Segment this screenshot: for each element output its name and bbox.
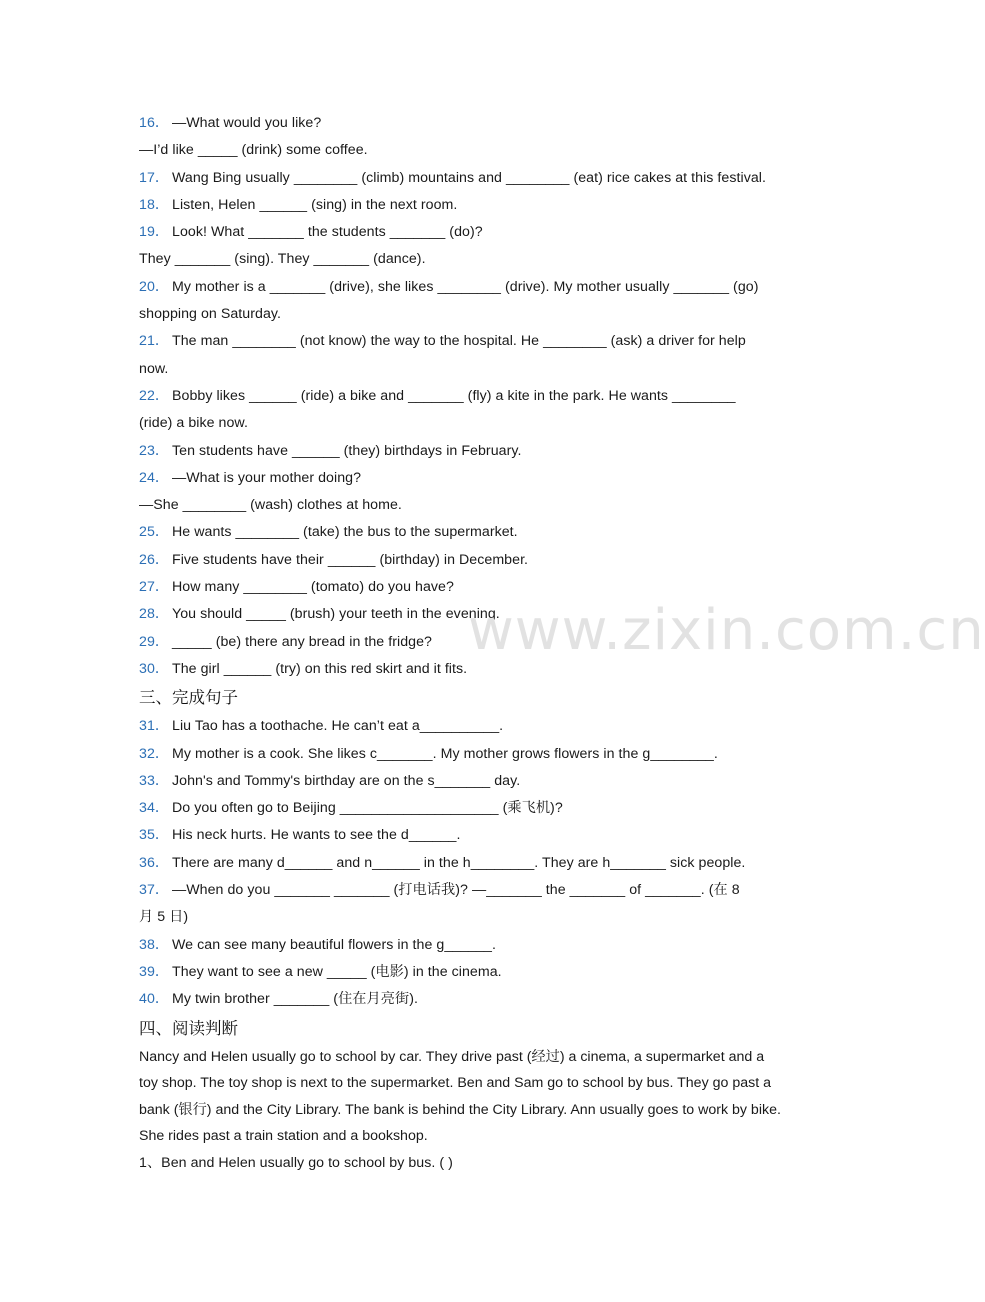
item-text: Ten students have ______ (they) birthdays in February. xyxy=(172,442,522,459)
exercise-item-continuation xyxy=(139,356,799,383)
verb-form-exercise-list xyxy=(139,110,799,683)
exercise-item xyxy=(139,629,799,656)
item-number: 25． xyxy=(139,524,170,541)
exercise-item xyxy=(139,822,799,849)
exercise-item-continuation xyxy=(139,492,799,519)
exercise-item-continuation xyxy=(139,410,799,437)
item-text: His neck hurts. He wants to see the d______. xyxy=(172,827,461,844)
exercise-item xyxy=(139,465,799,492)
exercise-item-continuation xyxy=(139,301,799,328)
item-number: 30． xyxy=(139,660,170,677)
item-text: You should _____ (brush) your teeth in the evening. xyxy=(172,606,500,623)
item-text: We can see many beautiful flowers in the g______. xyxy=(172,936,496,953)
item-number: 24． xyxy=(139,469,170,486)
item-text: now. xyxy=(139,360,169,377)
item-text: The man ________ (not know) the way to the hospital. He ________ (ask) a driver for help xyxy=(172,333,746,350)
exercise-item xyxy=(139,768,799,795)
reading-question: 1、Ben and Helen usually go to school by bus. ( ) xyxy=(139,1154,453,1171)
item-text: —What would you like? xyxy=(172,115,322,131)
exercise-item xyxy=(139,165,799,192)
exercise-item xyxy=(139,932,799,959)
item-number: 22． xyxy=(139,387,170,404)
exercise-item xyxy=(139,850,799,877)
reading-passage: Nancy and Helen usually go to school by car. They drive past (经过) a cinema, a supermarket and a toy shop. The toy shop is next to the supermarket. Ben and Sam go to school by bus. They go past a bank (银行) and the City Library. The bank is behind the City Library. Ann usually goes to work by bike. She rides past a train station and a bookshop. xyxy=(139,1048,781,1145)
item-text: —I’d like _____ (drink) some coffee. xyxy=(139,142,368,159)
item-number: 17． xyxy=(139,169,170,186)
item-number: 18． xyxy=(139,196,170,213)
item-number: 38． xyxy=(139,936,170,953)
item-text: —What is your mother doing? xyxy=(172,469,362,486)
exercise-item-continuation xyxy=(139,904,799,931)
exercise-item xyxy=(139,877,799,904)
item-number: 26． xyxy=(139,551,170,568)
item-number: 34． xyxy=(139,800,170,817)
section-heading-reading-judgment: 四、阅读判断 xyxy=(139,1018,238,1038)
item-text: Wang Bing usually ________ (climb) mountains and ________ (eat) rice cakes at this festival. xyxy=(172,169,766,186)
worksheet-page xyxy=(139,110,799,1177)
item-number: 21． xyxy=(139,333,170,350)
item-text: Listen, Helen ______ (sing) in the next room. xyxy=(172,196,458,213)
item-number: 23． xyxy=(139,442,170,459)
item-number: 33． xyxy=(139,772,170,789)
exercise-item xyxy=(139,328,799,355)
item-text: Look! What _______ the students _______ (do)? xyxy=(172,224,483,241)
exercise-item xyxy=(139,547,799,574)
item-text: Do you often go to Beijing ____________________ (乘飞机)? xyxy=(172,800,563,817)
item-text: —She ________ (wash) clothes at home. xyxy=(139,497,402,514)
item-text: They _______ (sing). They _______ (dance). xyxy=(139,251,426,268)
exercise-item xyxy=(139,713,799,740)
item-number: 19． xyxy=(139,224,170,241)
item-text: shopping on Saturday. xyxy=(139,306,281,323)
exercise-item-continuation xyxy=(139,137,799,164)
item-text: 月 5 日) xyxy=(139,909,189,926)
exercise-item xyxy=(139,574,799,601)
item-number: 40． xyxy=(139,991,170,1008)
item-number: 32． xyxy=(139,745,170,762)
exercise-item xyxy=(139,741,799,768)
item-number: 28． xyxy=(139,606,170,623)
item-text: Liu Tao has a toothache. He can’t eat a__________. xyxy=(172,718,504,735)
item-text: John's and Tommy's birthday are on the s_______ day. xyxy=(172,772,521,789)
item-text: Bobby likes ______ (ride) a bike and _______ (fly) a kite in the park. He wants ________ xyxy=(172,387,736,404)
item-text: (ride) a bike now. xyxy=(139,415,248,432)
item-number: 37． xyxy=(139,882,170,899)
exercise-item xyxy=(139,959,799,986)
item-number: 35． xyxy=(139,827,170,844)
item-text: He wants ________ (take) the bus to the supermarket. xyxy=(172,524,518,541)
exercise-item xyxy=(139,274,799,301)
section-heading-complete-sentences: 三、完成句子 xyxy=(139,688,238,708)
item-text: Five students have their ______ (birthday) in December. xyxy=(172,551,529,568)
item-number: 39． xyxy=(139,963,170,980)
exercise-item xyxy=(139,110,799,137)
item-text: My mother is a cook. She likes c_______. My mother grows flowers in the g________. xyxy=(172,745,718,762)
exercise-item-continuation xyxy=(139,246,799,273)
exercise-item xyxy=(139,795,799,822)
item-text: _____ (be) there any bread in the fridge? xyxy=(172,633,432,650)
item-text: My twin brother _______ (住在月亮街). xyxy=(172,991,419,1008)
exercise-item xyxy=(139,383,799,410)
exercise-item xyxy=(139,601,799,628)
item-number: 29． xyxy=(139,633,170,650)
exercise-item xyxy=(139,986,799,1013)
watermark: www.zixin.com.cn xyxy=(468,598,985,663)
complete-sentences-exercise-list xyxy=(139,713,799,1013)
item-text: There are many d______ and n______ in the h________. They are h_______ sick people. xyxy=(172,854,746,871)
item-text: They want to see a new _____ (电影) in the cinema. xyxy=(172,963,502,980)
item-number: 16． xyxy=(139,115,170,131)
exercise-item xyxy=(139,438,799,465)
exercise-item xyxy=(139,219,799,246)
item-text: —When do you _______ _______ (打电话我)? —_______ the _______ of _______. (在 8 xyxy=(172,882,740,899)
item-text: My mother is a _______ (drive), she likes ________ (drive). My mother usually _______ (go) xyxy=(172,278,759,295)
exercise-item xyxy=(139,656,799,683)
exercise-item xyxy=(139,192,799,219)
item-text: The girl ______ (try) on this red skirt and it fits. xyxy=(172,660,468,677)
item-number: 31． xyxy=(139,718,170,735)
item-number: 36． xyxy=(139,854,170,871)
item-text: How many ________ (tomato) do you have? xyxy=(172,579,454,596)
exercise-item xyxy=(139,519,799,546)
item-number: 27． xyxy=(139,579,170,596)
item-number: 20． xyxy=(139,278,170,295)
